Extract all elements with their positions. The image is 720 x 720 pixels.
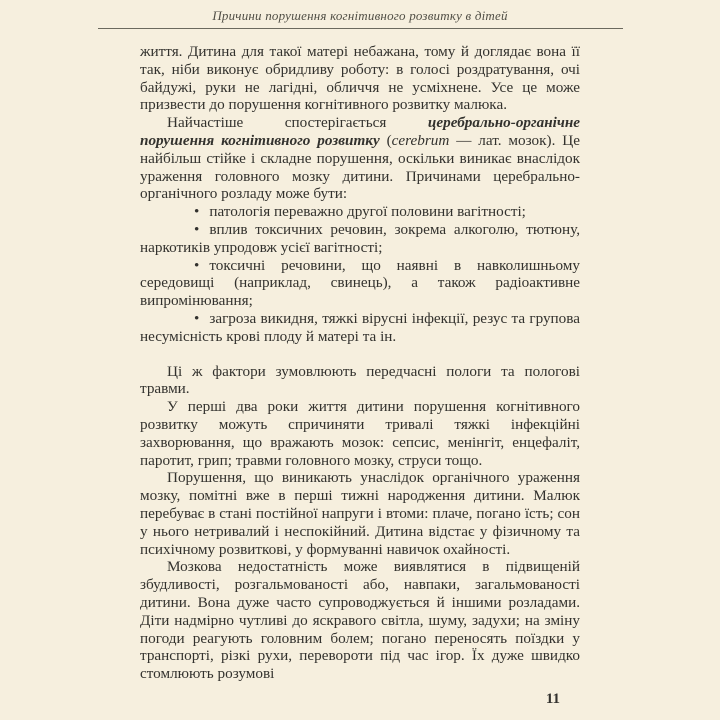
emphasis-term: церебрально-органічне порушення когнітивного розвитку: [140, 114, 580, 149]
bullet-icon: •: [194, 220, 200, 238]
bullet-icon: •: [194, 309, 200, 327]
list-item: [140, 221, 580, 257]
list-item-text: патологія переважно другої половини вагітності;: [209, 203, 526, 221]
paragraph-text: (: [379, 131, 392, 149]
running-header: Причини порушення когнітивного розвитку в дітей: [212, 8, 508, 23]
paragraph: У перші два роки життя дитини порушення когнітивного розвитку можуть спричиняти тривалі тяжкі інфекційні захворювання, що вражають мозок: сепсис, менінгіт, енцефаліт, паротит, грип; травми головного мозку, струси тощо.: [140, 398, 580, 469]
paragraph-text: — лат. мозок). Це найбільш стійке і складне порушення, оскільки виникає внаслідок ураження головного мозку дитини. Причинами церебрально-органічного розладу може бути:: [140, 131, 580, 203]
paragraph: [140, 114, 580, 203]
header-rule: [98, 28, 623, 29]
paragraph: життя. Дитина для такої матері небажана, тому й доглядає вона її так, ніби виконує обридливу роботу: в голосі роздратування, очі байдужі, руки не лагідні, обличчя не усміхнене. Усе це може призвести до порушення когнітивного розвитку малюка.: [140, 43, 580, 114]
paragraph: Мозкова недостатність може виявлятися в підвищеній збудливості, розгальмованості або, навпаки, загальмованості дитини. Вона дуже часто супроводжується й іншими розладами. Діти надмірно чутливі до яскравого світла, шуму, задухи; на зміну погоди реагують головним болем; погано переносять поїздки у транспорті, різкі рухи, перевороти під час ігор. Їх дуже швидко стомлюють розумові: [140, 558, 580, 683]
list-item-text: вплив токсичних речовин, зокрема алкоголю, тютюну, наркотиків упродовж усієї вагітності;: [140, 220, 580, 256]
page-number: 11: [545, 691, 560, 707]
list-item: [140, 310, 580, 346]
list-item: [140, 203, 580, 221]
page-footer: [140, 691, 580, 720]
page-body: [140, 43, 580, 691]
latin-term: cerebrum: [391, 131, 450, 149]
list-item-text: токсичні речовини, що наявні в навколишньому середовищі (наприклад, свинець), а також радіоактивне випромінювання;: [140, 256, 580, 310]
list-item: [140, 257, 580, 310]
paragraph: Порушення, що виникають унаслідок органічного ураження мозку, помітні вже в перші тижні народження дитини. Малюк перебуває в стані постійної напруги і втоми: плаче, погано їсть; сон у нього нетривалий і неспокійний. Дитина відстає у фізичному та психічному розвиткові, у формуванні навичок охайності.: [140, 469, 580, 558]
bullet-icon: •: [194, 256, 200, 274]
paragraph: Ці ж фактори зумовлюють передчасні пологи та пологові травми.: [140, 362, 580, 398]
list-item-text: загроза викидня, тяжкі вірусні інфекції, резус та групова несумісність крові плоду й матері та ін.: [140, 309, 580, 345]
paragraph-text: Найчастіше спостерігається: [167, 114, 428, 132]
bullet-icon: •: [194, 203, 200, 221]
